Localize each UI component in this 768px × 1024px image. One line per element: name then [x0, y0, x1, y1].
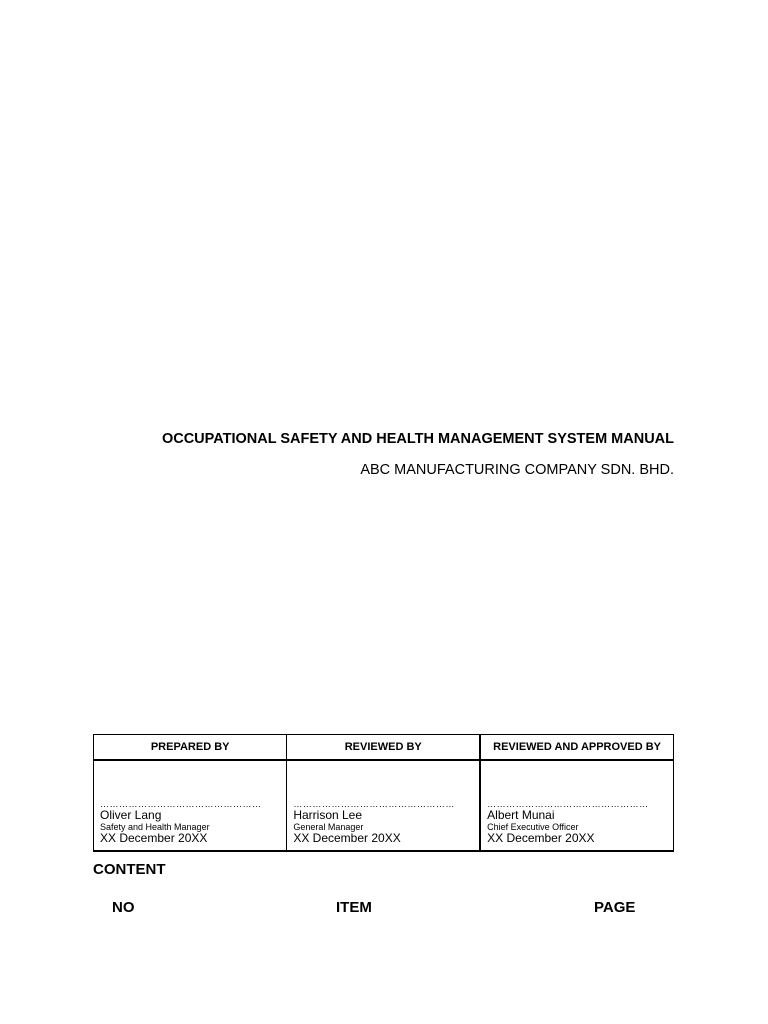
signoff-table [93, 734, 674, 852]
prepared-by-header: PREPARED BY [94, 735, 287, 761]
approved-by-header: REVIEWED AND APPROVED BY [480, 735, 673, 761]
signatory-role: Safety and Health Manager [100, 822, 210, 832]
signatory-name: Albert Munai [487, 808, 555, 822]
content-column-no: NO [112, 899, 135, 916]
document-title: OCCUPATIONAL SAFETY AND HEALTH MANAGEMENT SYSTEM MANUAL [161, 431, 674, 447]
signature-line: …………………………………………… [100, 799, 262, 809]
signatory-name: Harrison Lee [293, 808, 363, 822]
signatory-role: Chief Executive Officer [487, 822, 579, 832]
signatory-date: XX December 20XX [293, 831, 401, 845]
reviewed-by-cell [287, 760, 480, 851]
content-column-page: PAGE [594, 899, 636, 916]
signatory-date: XX December 20XX [487, 831, 595, 845]
signature-line: …………………………………………… [293, 799, 455, 809]
signatory-name: Oliver Lang [100, 808, 162, 822]
signatory-role: General Manager [293, 822, 364, 832]
prepared-by-cell [94, 760, 287, 851]
content-column-item: ITEM [336, 899, 372, 916]
content-heading: CONTENT [93, 861, 166, 878]
reviewed-by-header: REVIEWED BY [287, 735, 480, 761]
signoff-row [94, 760, 674, 851]
company-name: ABC MANUFACTURING COMPANY SDN. BHD. [360, 462, 674, 478]
approved-by-cell [480, 760, 673, 851]
signoff-header-row [94, 735, 674, 761]
signatory-date: XX December 20XX [100, 831, 208, 845]
signature-line: …………………………………………… [487, 799, 649, 809]
